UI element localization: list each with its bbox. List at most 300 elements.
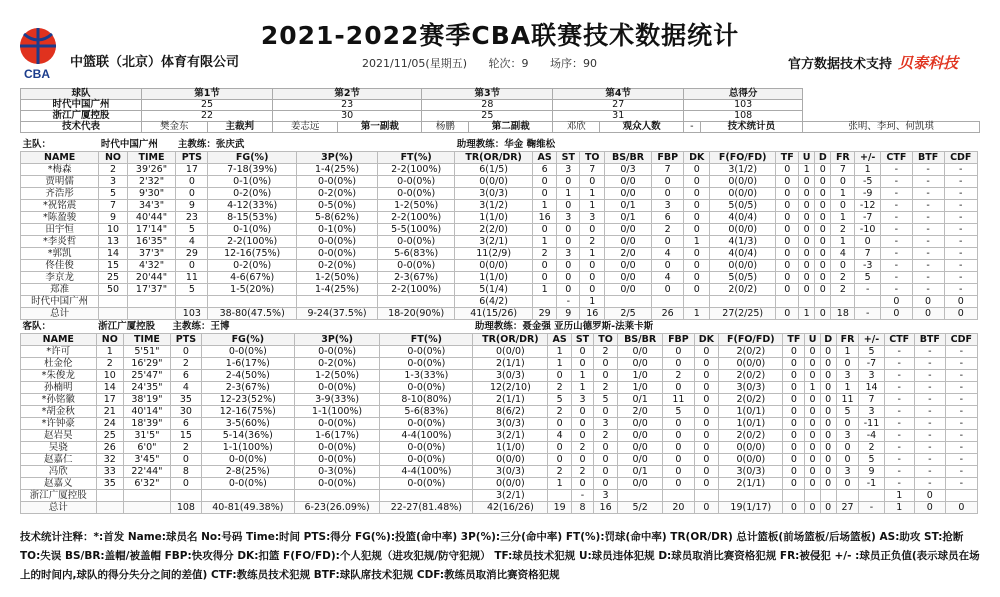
stat-cell: 0 xyxy=(663,382,694,394)
stat-cell: 5 xyxy=(99,188,127,200)
stat-cell xyxy=(294,490,380,502)
total-cell: - xyxy=(859,502,884,514)
total-cell: 0 xyxy=(912,308,944,320)
stat-cell: 0(0/0) xyxy=(710,260,776,272)
team-line-row xyxy=(21,138,978,152)
stat-cell: 0(0/0) xyxy=(455,176,533,188)
stat-cell: 0 xyxy=(783,406,805,418)
stat-cell: 佟佳俊 xyxy=(21,260,99,272)
stat-cell: 浙江广厦控股 xyxy=(21,490,97,502)
stat-cell xyxy=(618,490,663,502)
stat-cell: 0 xyxy=(557,272,580,284)
stat-cell: 0 xyxy=(836,418,859,430)
stat-cell: 0 xyxy=(881,296,913,308)
stat-cell: - xyxy=(884,358,914,370)
stat-cell xyxy=(805,490,821,502)
stat-cell: 4 xyxy=(651,248,683,260)
total-cell: 26 xyxy=(651,308,683,320)
official-value: 姜志远 xyxy=(272,122,337,133)
stat-cell: 21 xyxy=(96,406,123,418)
stat-cell: 25 xyxy=(96,430,123,442)
stat-cell: 0 xyxy=(799,200,815,212)
stat-cell: 田宇恒 xyxy=(21,224,99,236)
brand-logo: 贝泰科技 xyxy=(897,54,958,72)
column-header: DK xyxy=(684,152,710,164)
stat-cell: 3(0/3) xyxy=(719,466,783,478)
stat-cell: 0-1(0%) xyxy=(208,176,297,188)
stat-cell: 4 xyxy=(170,382,201,394)
stat-cell: 2 xyxy=(594,346,618,358)
stat-cell: 14 xyxy=(859,382,884,394)
total-cell: 6-23(26.09%) xyxy=(294,502,380,514)
stat-cell: 2 xyxy=(831,284,855,296)
stat-cell: 0 xyxy=(805,478,821,490)
stat-cell: *李炎哲 xyxy=(21,236,99,248)
total-cell: 9-24(37.5%) xyxy=(297,308,378,320)
column-header: ST xyxy=(557,152,580,164)
stat-cell xyxy=(297,296,378,308)
stat-cell: 1 xyxy=(533,284,557,296)
stat-cell: 33 xyxy=(96,466,123,478)
stat-cell: 2'32" xyxy=(127,176,176,188)
stat-cell: 0 xyxy=(684,176,710,188)
stat-cell: 0 xyxy=(783,430,805,442)
stat-cell: 0 xyxy=(663,430,694,442)
stat-cell: 0 xyxy=(684,188,710,200)
stat-cell xyxy=(380,490,473,502)
stat-cell: 赵嘉仁 xyxy=(21,454,97,466)
stat-cell: 0 xyxy=(799,272,815,284)
stat-cell: 0 xyxy=(820,382,836,394)
stat-cell: 0/0 xyxy=(618,442,663,454)
stat-cell: - xyxy=(914,358,945,370)
stat-cell: 4-6(67%) xyxy=(208,272,297,284)
stat-cell: 4(0/4) xyxy=(710,248,776,260)
stat-cell: 35 xyxy=(170,394,201,406)
stat-cell: 5-5(100%) xyxy=(378,224,455,236)
total-cell xyxy=(123,502,170,514)
stat-cell: 0 xyxy=(776,176,799,188)
total-row xyxy=(21,502,978,514)
stat-cell: 0 xyxy=(820,466,836,478)
stat-cell: 5 xyxy=(176,224,208,236)
stat-cell: 2 xyxy=(594,430,618,442)
stat-cell: 0(0/0) xyxy=(719,358,783,370)
stat-cell: 0/0 xyxy=(605,176,652,188)
stat-cell: - xyxy=(881,248,913,260)
stat-cell: 0-0(0%) xyxy=(201,346,294,358)
game-number: 场序：90 xyxy=(549,57,597,70)
stat-cell: 2 xyxy=(831,224,855,236)
stat-cell: 0/0 xyxy=(618,346,663,358)
stat-cell: 2-8(25%) xyxy=(201,466,294,478)
stat-cell: 0-3(0%) xyxy=(294,466,380,478)
stat-cell: 0-2(0%) xyxy=(208,260,297,272)
stat-cell: 3 xyxy=(651,200,683,212)
stat-cell: 2 xyxy=(831,272,855,284)
total-cell: 18 xyxy=(831,308,855,320)
stat-cell: 0 xyxy=(548,418,571,430)
stat-cell: 0 xyxy=(783,358,805,370)
stat-cell xyxy=(831,296,855,308)
stat-cell: 0 xyxy=(776,200,799,212)
player-row xyxy=(21,394,978,406)
stat-cell: 2(1/1) xyxy=(473,358,548,370)
stat-cell: 0 xyxy=(805,370,821,382)
player-row xyxy=(21,430,978,442)
stat-cell: 3 xyxy=(594,418,618,430)
stat-cell: 2-3(67%) xyxy=(378,272,455,284)
stat-cell: 1(1/0) xyxy=(455,212,533,224)
stat-cell: 1(1/0) xyxy=(473,442,548,454)
stat-cell: 2 xyxy=(170,442,201,454)
player-row xyxy=(21,176,978,188)
stat-cell: 1 xyxy=(548,346,571,358)
stat-cell: 5 xyxy=(855,272,881,284)
total-cell: 总计 xyxy=(21,308,99,320)
stat-cell: 1-2(50%) xyxy=(294,370,380,382)
stat-cell: 0 xyxy=(694,478,719,490)
stat-cell: 39'26" xyxy=(127,164,176,176)
stat-cell: 32 xyxy=(96,454,123,466)
page-title: 2021-2022赛季CBA联赛技术数据统计 xyxy=(260,21,740,50)
stat-cell: 0/0 xyxy=(618,358,663,370)
stat-cell: 0 xyxy=(783,394,805,406)
stat-cell: - xyxy=(945,370,977,382)
stat-cell: 0 xyxy=(694,394,719,406)
stat-cell: - xyxy=(914,466,945,478)
stat-cell: 0 xyxy=(805,466,821,478)
stat-cell: - xyxy=(881,272,913,284)
total-cell: 41(15/26) xyxy=(455,308,533,320)
stat-cell: 5-14(36%) xyxy=(201,430,294,442)
stat-cell: - xyxy=(884,454,914,466)
official-label: 技术统计员 xyxy=(700,122,803,133)
player-row xyxy=(21,272,978,284)
total-cell: 18-20(90%) xyxy=(378,308,455,320)
quarter-head-cell: 第4节 xyxy=(553,89,684,100)
total-cell: 19(1/17) xyxy=(719,502,783,514)
stat-cell: 0/0 xyxy=(605,272,652,284)
stat-cell: 0 xyxy=(176,176,208,188)
total-cell: 1 xyxy=(684,308,710,320)
stat-cell: -10 xyxy=(855,224,881,236)
total-cell: 27(2/25) xyxy=(710,308,776,320)
stat-cell: 0-2(0%) xyxy=(208,188,297,200)
stat-cell: 3(2/1) xyxy=(473,490,548,502)
total-cell: 8 xyxy=(571,502,593,514)
stat-cell: - xyxy=(912,212,944,224)
stat-cell: 11(2/9) xyxy=(455,248,533,260)
stat-cell xyxy=(799,296,815,308)
stat-cell: 3 xyxy=(580,212,605,224)
stat-cell: 0 xyxy=(663,478,694,490)
stat-cell: 8-10(80%) xyxy=(380,394,473,406)
stat-cell: 0 xyxy=(533,260,557,272)
stat-cell: 0 xyxy=(663,358,694,370)
stat-cell: 0-0(0%) xyxy=(201,454,294,466)
stat-cell: 0 xyxy=(836,454,859,466)
quarter-score: 25 xyxy=(142,100,273,111)
stat-cell: 2 xyxy=(663,370,694,382)
stat-cell: 12(2/10) xyxy=(473,382,548,394)
stat-cell xyxy=(548,490,571,502)
stat-cell xyxy=(208,296,297,308)
total-cell: 1 xyxy=(884,502,914,514)
total-cell: 2/5 xyxy=(605,308,652,320)
stat-cell: - xyxy=(945,358,977,370)
stat-cell: 0 xyxy=(805,346,821,358)
stat-cell xyxy=(945,490,977,502)
stat-cell: 2 xyxy=(548,466,571,478)
stat-cell: 0-0(0%) xyxy=(380,478,473,490)
stat-cell: - xyxy=(944,284,978,296)
stat-cell: - xyxy=(944,236,978,248)
stat-cell: 李京龙 xyxy=(21,272,99,284)
quarter-header-row xyxy=(21,89,980,100)
stat-cell: 0-0(0%) xyxy=(297,248,378,260)
stat-cell: 0-0(0%) xyxy=(380,454,473,466)
stat-cell: 0/0 xyxy=(605,224,652,236)
quarter-team-name: 浙江广厦控股 xyxy=(21,111,142,122)
stat-cell: - xyxy=(912,284,944,296)
stat-cell: 3 xyxy=(836,370,859,382)
stat-cell: 0 xyxy=(799,224,815,236)
stat-cell: -7 xyxy=(855,212,881,224)
stat-cell: 1 xyxy=(831,188,855,200)
stat-cell: - xyxy=(944,200,978,212)
stat-cell: 0 xyxy=(533,176,557,188)
column-header: U xyxy=(805,334,821,346)
stat-cell: 24 xyxy=(96,418,123,430)
stat-cell: - xyxy=(881,284,913,296)
player-row xyxy=(21,284,978,296)
stat-cell: 0 xyxy=(580,224,605,236)
stat-cell: 2-2(100%) xyxy=(378,164,455,176)
stat-cell: 0 xyxy=(820,430,836,442)
game-meta xyxy=(362,55,615,71)
player-row xyxy=(21,406,978,418)
stat-cell: - xyxy=(944,260,978,272)
stat-cell: 0 xyxy=(594,370,618,382)
stat-cell: 0 xyxy=(799,284,815,296)
stat-cell xyxy=(651,296,683,308)
column-header: TR(OR/DR) xyxy=(473,334,548,346)
stat-cell: 0(0/0) xyxy=(710,188,776,200)
stat-cell: 15 xyxy=(170,430,201,442)
stat-cell: 0 xyxy=(557,284,580,296)
stat-cell: 5 xyxy=(548,394,571,406)
stat-cell: 0 xyxy=(805,358,821,370)
stat-cell: 0 xyxy=(571,454,593,466)
stat-cell: - xyxy=(557,296,580,308)
stat-cell: - xyxy=(914,346,945,358)
stat-cell: 16 xyxy=(533,212,557,224)
stat-cell: 0 xyxy=(651,260,683,272)
stat-cell: 0 xyxy=(836,442,859,454)
stat-cell: 0 xyxy=(557,200,580,212)
stat-cell: 0 xyxy=(815,248,831,260)
quarter-total: 108 xyxy=(684,111,803,122)
assistant-coaches: 助理教练：聂金强 亚历山德罗斯-法莱卡斯 xyxy=(474,321,654,332)
stat-cell: 1 xyxy=(580,248,605,260)
stat-cell: 1-1(100%) xyxy=(294,406,380,418)
player-row xyxy=(21,248,978,260)
column-header: 3P(%) xyxy=(294,334,380,346)
stat-cell: 0 xyxy=(684,284,710,296)
stat-cell: 2 xyxy=(548,382,571,394)
stat-cell: 0-0(0%) xyxy=(294,442,380,454)
stat-cell: 1-4(25%) xyxy=(297,284,378,296)
stat-cell: 0 xyxy=(799,188,815,200)
player-row xyxy=(21,200,978,212)
stat-cell: 0 xyxy=(571,358,593,370)
stat-cell: 2 xyxy=(170,358,201,370)
stat-cell: 16'29" xyxy=(123,358,170,370)
stat-cell: 0/0 xyxy=(618,478,663,490)
stat-cell: 8(6/2) xyxy=(473,406,548,418)
stat-cell: 0 xyxy=(820,442,836,454)
stat-cell xyxy=(859,490,884,502)
stat-cell xyxy=(783,490,805,502)
stat-cell: 0/0 xyxy=(618,430,663,442)
stat-cell: 0 xyxy=(594,406,618,418)
stat-cell: 0 xyxy=(815,188,831,200)
stat-cell: 1 xyxy=(884,490,914,502)
stat-cell: 3 xyxy=(557,248,580,260)
player-row xyxy=(21,478,978,490)
stat-cell xyxy=(533,296,557,308)
stat-cell: 1-1(100%) xyxy=(201,442,294,454)
total-cell: 1 xyxy=(799,308,815,320)
stat-cell xyxy=(378,296,455,308)
stat-cell: 0 xyxy=(783,346,805,358)
stat-cell: 3 xyxy=(571,394,593,406)
stat-cell: 0 xyxy=(815,176,831,188)
total-cell xyxy=(99,308,127,320)
stat-cell: 6'32" xyxy=(123,478,170,490)
stat-cell: 4(1/3) xyxy=(710,236,776,248)
column-header: AS xyxy=(548,334,571,346)
team-line-row xyxy=(21,320,978,334)
stat-cell: 3(1/2) xyxy=(455,200,533,212)
stat-cell: 10 xyxy=(96,370,123,382)
quarter-head-cell: 球队 xyxy=(21,89,142,100)
stat-cell: 4(0/4) xyxy=(710,212,776,224)
stat-cell xyxy=(820,490,836,502)
stat-cell: 0 xyxy=(836,478,859,490)
stat-cell: 0 xyxy=(815,200,831,212)
player-row xyxy=(21,454,978,466)
stat-cell: 3(1/2) xyxy=(710,164,776,176)
stat-cell: 38'19" xyxy=(123,394,170,406)
stat-cell: 0/1 xyxy=(618,394,663,406)
stat-cell: 0-0(0%) xyxy=(294,454,380,466)
stat-cell: 0 xyxy=(799,212,815,224)
stat-cell: *陈盈骏 xyxy=(21,212,99,224)
total-cell: 0 xyxy=(945,502,977,514)
stat-cell: 0-0(0%) xyxy=(380,346,473,358)
stat-cell xyxy=(719,490,783,502)
stat-cell: 0 xyxy=(805,454,821,466)
column-header: FR xyxy=(831,152,855,164)
stat-cell: 2-2(100%) xyxy=(378,212,455,224)
total-cell: 0 xyxy=(944,308,978,320)
stat-cell: - xyxy=(884,418,914,430)
stat-cell: 0 xyxy=(663,346,694,358)
stat-cell: 0 xyxy=(571,430,593,442)
stat-cell: 12-16(75%) xyxy=(201,406,294,418)
stat-cell: 0 xyxy=(533,188,557,200)
total-cell: 19 xyxy=(548,502,571,514)
stat-cell: 0 xyxy=(594,466,618,478)
total-cell: 9 xyxy=(557,308,580,320)
stat-cell: 4 xyxy=(176,236,208,248)
column-header: +/- xyxy=(855,152,881,164)
stat-cell: 0 xyxy=(684,200,710,212)
column-header: BTF xyxy=(912,152,944,164)
official-value: - xyxy=(684,122,700,133)
stat-cell: 1-6(17%) xyxy=(201,358,294,370)
stat-cell: *许钟豪 xyxy=(21,418,97,430)
stat-cell: 0 xyxy=(776,248,799,260)
stat-cell: 0 xyxy=(580,260,605,272)
away-boxscore-table xyxy=(20,320,978,514)
stat-cell: 0-2(0%) xyxy=(297,260,378,272)
stat-cell: 0 xyxy=(548,370,571,382)
stat-cell: 0-1(0%) xyxy=(297,224,378,236)
stat-cell: 0 xyxy=(684,260,710,272)
stat-cell: 7-18(39%) xyxy=(208,164,297,176)
stat-cell: 2(0/2) xyxy=(719,394,783,406)
stat-cell: -3 xyxy=(855,260,881,272)
stat-cell: 0 xyxy=(694,370,719,382)
stat-cell: 0-0(0%) xyxy=(378,188,455,200)
stat-cell: 23 xyxy=(176,212,208,224)
stat-cell: 郑准 xyxy=(21,284,99,296)
stat-cell: 2/0 xyxy=(605,248,652,260)
stat-cell: 2-2(100%) xyxy=(378,284,455,296)
official-label: 第二副裁 xyxy=(469,122,553,133)
stat-cell: 2(2/0) xyxy=(455,224,533,236)
total-cell: 0 xyxy=(776,308,799,320)
column-header-row xyxy=(21,334,978,346)
stat-cell: 0 xyxy=(783,466,805,478)
stat-cell: 1 xyxy=(805,382,821,394)
stat-cell: 0 xyxy=(944,296,978,308)
stat-cell: 9 xyxy=(99,212,127,224)
stat-cell xyxy=(776,296,799,308)
stat-cell: 0 xyxy=(914,490,945,502)
support-label: 官方数据技术支持 xyxy=(787,57,892,72)
total-cell: 20 xyxy=(663,502,694,514)
player-row xyxy=(21,296,978,308)
stat-cell: 杜金伦 xyxy=(21,358,97,370)
stat-cell: 0 xyxy=(651,284,683,296)
stat-cell: 9 xyxy=(859,466,884,478)
stat-cell: 0/3 xyxy=(605,164,652,176)
stat-cell: 0/1 xyxy=(618,466,663,478)
column-header: F(FO/FD) xyxy=(719,334,783,346)
column-header: FT(%) xyxy=(378,152,455,164)
stat-cell: 0 xyxy=(594,442,618,454)
stat-cell: 0-0(0%) xyxy=(380,442,473,454)
quarter-row-home xyxy=(21,100,980,111)
stat-cell: 3 xyxy=(557,164,580,176)
stat-cell: 0 xyxy=(684,248,710,260)
total-cell: 22-27(81.48%) xyxy=(380,502,473,514)
quarter-score-table xyxy=(20,88,980,133)
